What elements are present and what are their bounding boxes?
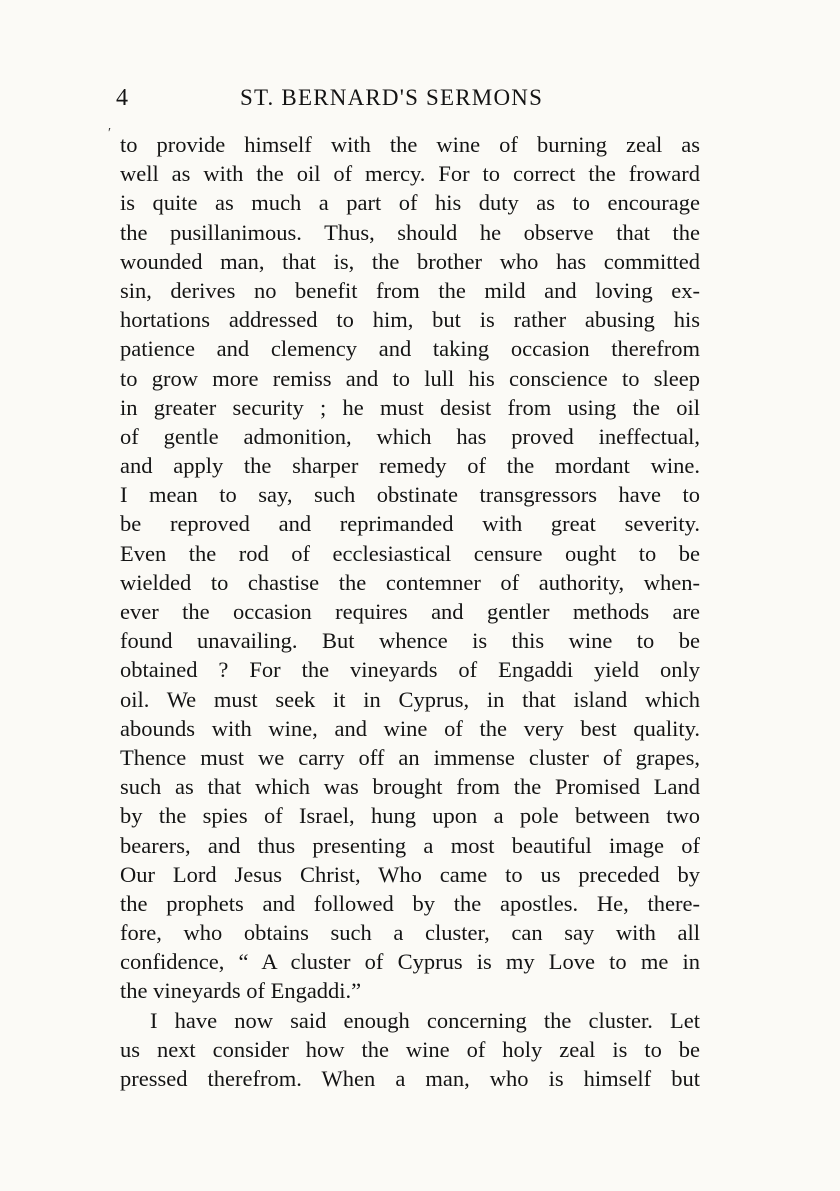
text-line: abounds with wine, and wine of the very best quality. (120, 715, 700, 741)
text-line: I mean to say, such obstinate transgressors have to (120, 482, 700, 508)
text-line: in greater security ; he must desist from using the oil (120, 394, 700, 420)
text-line: of gentle admonition, which has proved ineffectual, (120, 423, 700, 449)
text-line: Even the rod of ecclesiastical censure ought to be (120, 540, 700, 566)
text-line: patience and clemency and taking occasion therefrom (120, 336, 700, 362)
text-line: such as that which was brought from the Promised Land (120, 774, 700, 800)
text-line: bearers, and thus presenting a most beautiful image of (120, 832, 700, 858)
text-line: Thence must we carry off an immense cluster of grapes, (120, 744, 700, 770)
text-line: ever the occasion requires and gentler methods are (120, 599, 700, 624)
text-line: sin, derives no benefit from the mild and loving ex- (120, 277, 700, 303)
body-text (120, 130, 700, 1093)
paragraph-start-line: I have now said enough concerning the cluster. Let (150, 1007, 700, 1033)
page-header (116, 80, 706, 116)
text-line: us next consider how the wine of holy zeal is to be (120, 1036, 700, 1062)
margin-mark: ′ (108, 126, 112, 141)
text-line: hortations addressed to him, but is rather abusing his (120, 307, 700, 333)
text-line: obtained ? For the vineyards of Engaddi yield only (120, 657, 700, 683)
text-line: wounded man, that is, the brother who has committed (120, 248, 700, 274)
text-line: to provide himself with the wine of burning zeal as (120, 132, 700, 157)
text-line: and apply the sharper remedy of the mordant wine. (120, 453, 700, 479)
text-line: fore, who obtains such a cluster, can say with all (120, 920, 700, 946)
text-line: be reproved and reprimanded with great severity. (120, 511, 700, 537)
text-line: to grow more remiss and to lull his conscience to sleep (120, 365, 700, 391)
paragraph-end-line: the vineyards of Engaddi.” (120, 978, 362, 1004)
page-number: 4 (116, 85, 128, 111)
text-line: wielded to chastise the contemner of authority, when- (120, 569, 700, 595)
text-line: well as with the oil of mercy. For to correct the froward (120, 161, 700, 187)
text-line: the prophets and followed by the apostles. He, there- (120, 890, 700, 916)
running-title: ST. BERNARD'S SERMONS (240, 85, 544, 110)
text-line: is quite as much a part of his duty as to encourage (120, 190, 700, 216)
text-line: oil. We must seek it in Cyprus, in that island which (120, 686, 700, 712)
text-line: pressed therefrom. When a man, who is himself but (120, 1066, 700, 1091)
text-line: Our Lord Jesus Christ, Who came to us preceded by (120, 861, 700, 887)
text-line: found unavailing. But whence is this wine to be (120, 628, 700, 654)
text-line: by the spies of Israel, hung upon a pole between two (120, 803, 700, 829)
text-line: the pusillanimous. Thus, should he observe that the (120, 219, 700, 245)
text-line: confidence, “ A cluster of Cyprus is my Love to me in (120, 949, 700, 975)
